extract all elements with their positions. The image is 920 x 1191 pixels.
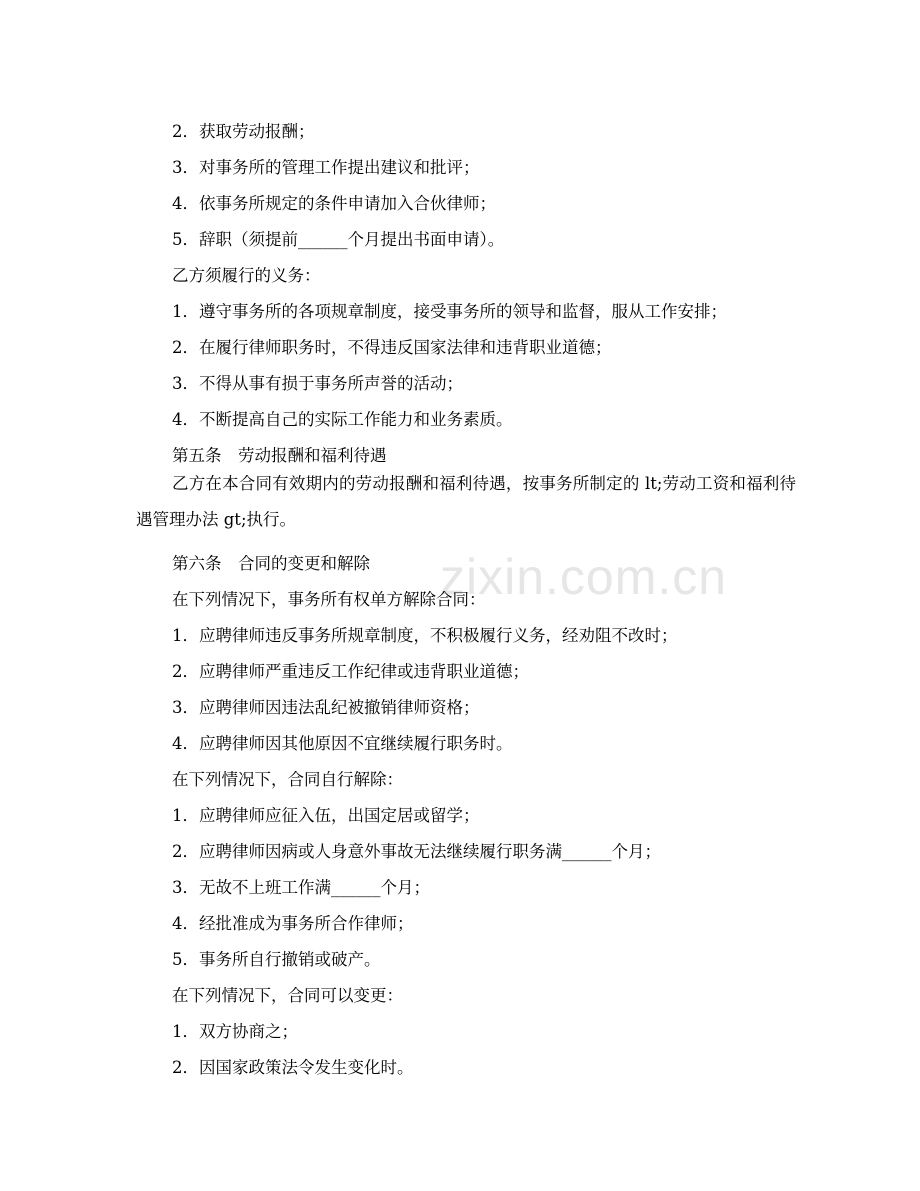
paragraph-right-5: 5．辞职（须提前______个月提出书面申请）。 bbox=[172, 230, 505, 249]
paragraph-duty-3: 3．不得从事有损于事务所声誉的活动； bbox=[172, 374, 463, 393]
paragraph-termination-2: 2．应聘律师严重违反工作纪律或违背职业道德； bbox=[172, 662, 529, 681]
paragraph-right-4: 4．依事务所规定的条件申请加入合伙律师； bbox=[172, 194, 496, 213]
paragraph-auto-dissolve-heading: 在下列情况下，合同自行解除： bbox=[172, 770, 403, 789]
paragraph-auto-dissolve-4: 4．经批准成为事务所合作律师； bbox=[172, 914, 414, 933]
paragraph-change-1: 1．双方协商之； bbox=[172, 1022, 298, 1041]
watermark: zixin.com.cn bbox=[440, 549, 728, 605]
paragraph-termination-1: 1．应聘律师违反事务所规章制度，不积极履行义务，经劝阻不改时； bbox=[172, 626, 678, 645]
paragraph-change-heading: 在下列情况下，合同可以变更： bbox=[172, 986, 403, 1005]
paragraph-auto-dissolve-2: 2．应聘律师因病或人身意外事故无法继续履行职务满______个月； bbox=[172, 842, 661, 861]
paragraph-right-2: 2．获取劳动报酬； bbox=[172, 122, 315, 141]
paragraph-termination-3: 3．应聘律师因违法乱纪被撤销律师资格； bbox=[172, 698, 480, 717]
paragraph-change-2: 2．因国家政策法令发生变化时。 bbox=[172, 1058, 414, 1077]
article-5-heading: 第五条 劳动报酬和福利待遇 bbox=[172, 446, 387, 465]
article-5-body: 乙方在本合同有效期内的劳动报酬和福利待遇，按事务所制定的 lt;劳动工资和福利待遇管理办法 gt;执行。 bbox=[136, 474, 796, 529]
paragraph-auto-dissolve-3: 3．无故不上班工作满______个月； bbox=[172, 878, 430, 897]
paragraph-duty-2: 2．在履行律师职务时，不得违反国家法律和违背职业道德； bbox=[172, 338, 612, 357]
article-6-heading: 第六条 合同的变更和解除 bbox=[172, 554, 370, 573]
paragraph-right-3: 3．对事务所的管理工作提出建议和批评； bbox=[172, 158, 480, 177]
paragraph-auto-dissolve-5: 5．事务所自行撤销或破产。 bbox=[172, 950, 381, 969]
paragraph-duties-heading: 乙方须履行的义务： bbox=[172, 266, 321, 285]
paragraph-duty-4: 4．不断提高自己的实际工作能力和业务素质。 bbox=[172, 410, 513, 429]
paragraph-auto-dissolve-1: 1．应聘律师应征入伍，出国定居或留学； bbox=[172, 806, 480, 825]
paragraph-termination-heading: 在下列情况下，事务所有权单方解除合同： bbox=[172, 590, 486, 609]
paragraph-duty-1: 1．遵守事务所的各项规章制度，接受事务所的领导和监督，服从工作安排； bbox=[172, 302, 727, 321]
paragraph-termination-4: 4．应聘律师因其他原因不宜继续履行职务时。 bbox=[172, 734, 513, 753]
